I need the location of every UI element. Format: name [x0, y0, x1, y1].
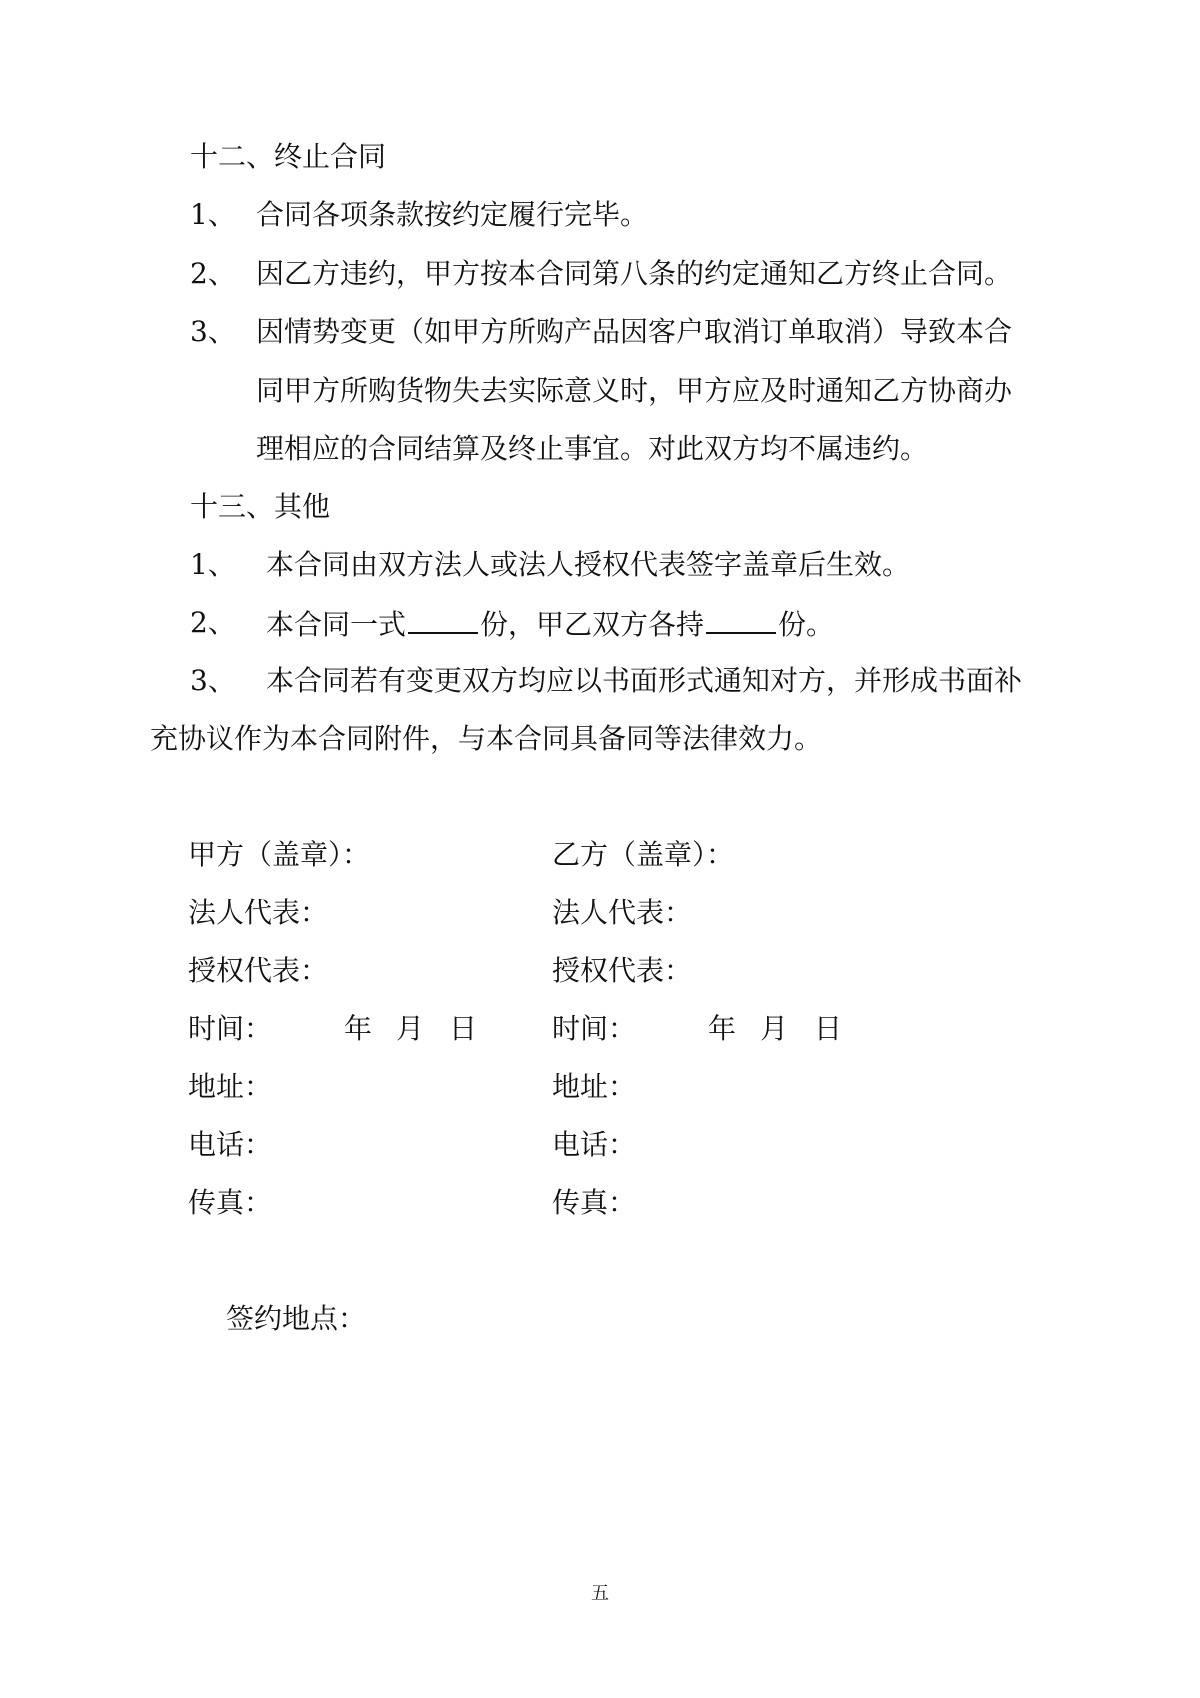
party-b-authorized-rep-label: 授权代表：: [552, 954, 693, 987]
party-b-time-label: 时间：: [552, 1012, 637, 1045]
party-a-authorized-rep-label: 授权代表：: [188, 954, 329, 987]
s13-item-1-text: 本合同由双方法人或法人授权代表签字盖章后生效。: [266, 548, 911, 581]
party-a-time-label: 时间：: [188, 1012, 273, 1045]
s12-item-3-text-line-2: 同甲方所购货物失去实际意义时，甲方应及时通知乙方协商办: [256, 374, 1013, 407]
party-a-day-label: 日: [449, 1012, 478, 1045]
party-b-day-label: 日: [814, 1012, 843, 1045]
party-b-phone-label: 电话：: [552, 1128, 637, 1161]
party-a-legal-rep-label: 法人代表：: [188, 896, 329, 929]
s12-item-3-number: 3、: [190, 315, 236, 348]
party-a-month-label: 月: [396, 1012, 425, 1045]
party-b-seal-label: 乙方（盖章）：: [552, 838, 735, 871]
copies-total-blank: [408, 606, 478, 634]
s13-item-3-number: 3、: [190, 664, 236, 697]
section-12-heading: 十二、终止合同: [190, 140, 387, 173]
party-b-year-label: 年: [708, 1012, 737, 1045]
s13-item-2-number: 2、: [190, 606, 236, 639]
s13-item-3-text-line-2: 充协议作为本合同附件，与本合同具备同等法律效力。: [150, 722, 823, 755]
s13-item-3-text-line-1: 本合同若有变更双方均应以书面形式通知对方，并形成书面补: [266, 664, 1023, 697]
s12-item-3-text-line-1: 因情势变更（如甲方所购产品因客户取消订单取消）导致本合: [256, 315, 1013, 348]
party-a-seal-label: 甲方（盖章）：: [188, 838, 371, 871]
party-a-fax-label: 传真：: [188, 1186, 273, 1219]
signing-place-label: 签约地点：: [226, 1302, 367, 1335]
party-a-year-label: 年: [344, 1012, 373, 1045]
s13-item-1-number: 1、: [190, 548, 236, 581]
party-b-address-label: 地址：: [552, 1070, 637, 1103]
page-number: 五: [591, 1583, 609, 1604]
s12-item-3-text-line-3: 理相应的合同结算及终止事宜。对此双方均不属违约。: [256, 432, 929, 465]
copies-each-blank: [706, 606, 776, 634]
s13-item-2-part-2: 份，甲乙双方各持: [480, 608, 705, 641]
party-b-fax-label: 传真：: [552, 1186, 637, 1219]
party-a-address-label: 地址：: [188, 1070, 273, 1103]
party-b-legal-rep-label: 法人代表：: [552, 896, 693, 929]
s13-item-2-text: [266, 606, 834, 642]
s13-item-2-part-1: 本合同一式: [266, 608, 407, 641]
s13-item-2-part-3: 份。: [778, 608, 835, 641]
s12-item-1-text: 合同各项条款按约定履行完毕。: [256, 198, 649, 231]
s12-item-1-number: 1、: [190, 198, 236, 231]
s12-item-2-number: 2、: [190, 257, 236, 290]
section-13-heading: 十三、其他: [190, 490, 331, 523]
party-b-month-label: 月: [760, 1012, 789, 1045]
s12-item-2-text: 因乙方违约，甲方按本合同第八条的约定通知乙方终止合同。: [256, 257, 1013, 290]
party-a-phone-label: 电话：: [188, 1128, 273, 1161]
